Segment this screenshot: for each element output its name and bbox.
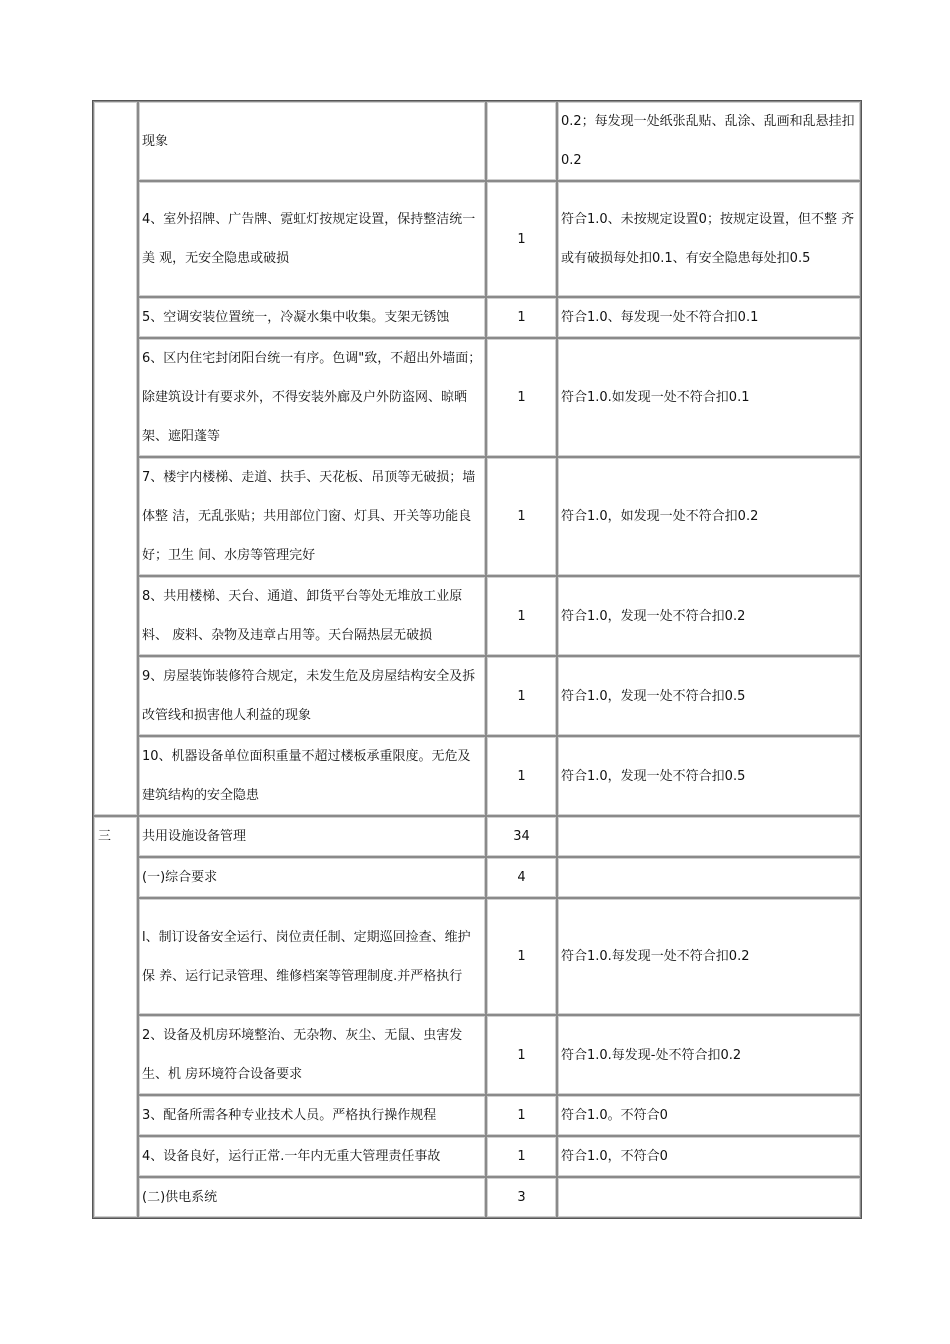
standard-cell: 符合1.0、每发现一处不符合扣0.1	[557, 297, 861, 338]
standard-cell	[557, 857, 861, 898]
score-cell: 1	[486, 181, 557, 297]
table-row	[93, 101, 861, 181]
table-row	[93, 857, 861, 898]
standard-cell: 符合1.0、未按规定设置0；按规定设置，但不整 齐或有破损每处扣0.1、有安全隐患每处扣0.5	[557, 181, 861, 297]
score-cell	[486, 101, 557, 181]
standard-cell: 0.2；每发现一处纸张乱贴、乱涂、乱画和乱悬挂扣0.2	[557, 101, 861, 181]
table-row	[93, 297, 861, 338]
table-row	[93, 1095, 861, 1136]
item-cell: 共用设施设备管理	[138, 816, 486, 857]
standard-cell: 符合1.0，不符合0	[557, 1136, 861, 1177]
score-cell: 1	[486, 338, 557, 457]
evaluation-table	[92, 100, 862, 1219]
score-cell: 4	[486, 857, 557, 898]
score-cell: 3	[486, 1177, 557, 1218]
table-row	[93, 898, 861, 1015]
item-cell: 3、配备所需各种专业技术人员。严格执行操作规程	[138, 1095, 486, 1136]
table-row	[93, 1136, 861, 1177]
section-index-cell: 三	[93, 816, 138, 1218]
standard-cell: 符合1.0，发现一处不符合扣0.2	[557, 576, 861, 656]
item-cell: 2、设备及机房环境整治、无杂物、灰尘、无鼠、虫害发生、机 房环境符合设备要求	[138, 1015, 486, 1095]
item-cell: 现象	[138, 101, 486, 181]
item-cell: 4、室外招牌、广告牌、霓虹灯按规定设置，保持整洁统一美 观，无安全隐患或破损	[138, 181, 486, 297]
table-row	[93, 656, 861, 736]
score-cell: 1	[486, 576, 557, 656]
table-row	[93, 816, 861, 857]
item-cell: 8、共用楼梯、天台、通道、卸货平台等处无堆放工业原料、 废料、杂物及违章占用等。天台隔热层无破损	[138, 576, 486, 656]
item-cell: 5、空调安装位置统一，冷凝水集中收集。支架无锈蚀	[138, 297, 486, 338]
standard-cell: 符合1.0，发现一处不符合扣0.5	[557, 736, 861, 816]
standard-cell	[557, 816, 861, 857]
standard-cell: 符合1.0，如发现一处不符合扣0.2	[557, 457, 861, 576]
item-cell: (一)综合要求	[138, 857, 486, 898]
item-cell: 9、房屋装饰装修符合规定，未发生危及房屋结构安全及拆 改管线和损害他人利益的现象	[138, 656, 486, 736]
item-cell: (二)供电系统	[138, 1177, 486, 1218]
standard-cell: 符合1.0.每发现一处不符合扣0.2	[557, 898, 861, 1015]
standard-cell: 符合1.0.如发现一处不符合扣0.1	[557, 338, 861, 457]
score-cell: 34	[486, 816, 557, 857]
item-cell: l、制订设备安全运行、岗位责任制、定期巡回捡查、维护保 养、运行记录管理、维修档案等管理制度.并严格执行	[138, 898, 486, 1015]
score-cell: 1	[486, 1136, 557, 1177]
standard-cell	[557, 1177, 861, 1218]
score-cell: 1	[486, 457, 557, 576]
table-row	[93, 338, 861, 457]
standard-cell: 符合1.0。不符合0	[557, 1095, 861, 1136]
section-index-cell	[93, 101, 138, 816]
table-row	[93, 736, 861, 816]
score-cell: 1	[486, 736, 557, 816]
score-cell: 1	[486, 1015, 557, 1095]
item-cell: 10、机器设备单位面积重量不超过楼板承重限度。无危及 建筑结构的安全隐患	[138, 736, 486, 816]
table-row	[93, 1015, 861, 1095]
table-row	[93, 457, 861, 576]
table-row	[93, 576, 861, 656]
score-cell: 1	[486, 656, 557, 736]
item-cell: 7、楼宇内楼梯、走道、扶手、天花板、吊顶等无破损；墙体整 洁，无乱张贴；共用部位门窗、灯具、开关等功能良好；卫生 间、水房等管理完好	[138, 457, 486, 576]
standard-cell: 符合1.0.每发现-处不符合扣0.2	[557, 1015, 861, 1095]
standard-cell: 符合1.0，发现一处不符合扣0.5	[557, 656, 861, 736]
item-cell: 4、设备良好，运行正常.一年内无重大管理责任事故	[138, 1136, 486, 1177]
score-cell: 1	[486, 1095, 557, 1136]
item-cell: 6、区内住宅封闭阳台统一有序。色调"致，不超出外墙面； 除建筑设计有要求外，不得安装外廊及户外防盗网、晾晒 架、遮阳蓬等	[138, 338, 486, 457]
score-cell: 1	[486, 297, 557, 338]
table-row	[93, 1177, 861, 1218]
score-cell: 1	[486, 898, 557, 1015]
table-row	[93, 181, 861, 297]
